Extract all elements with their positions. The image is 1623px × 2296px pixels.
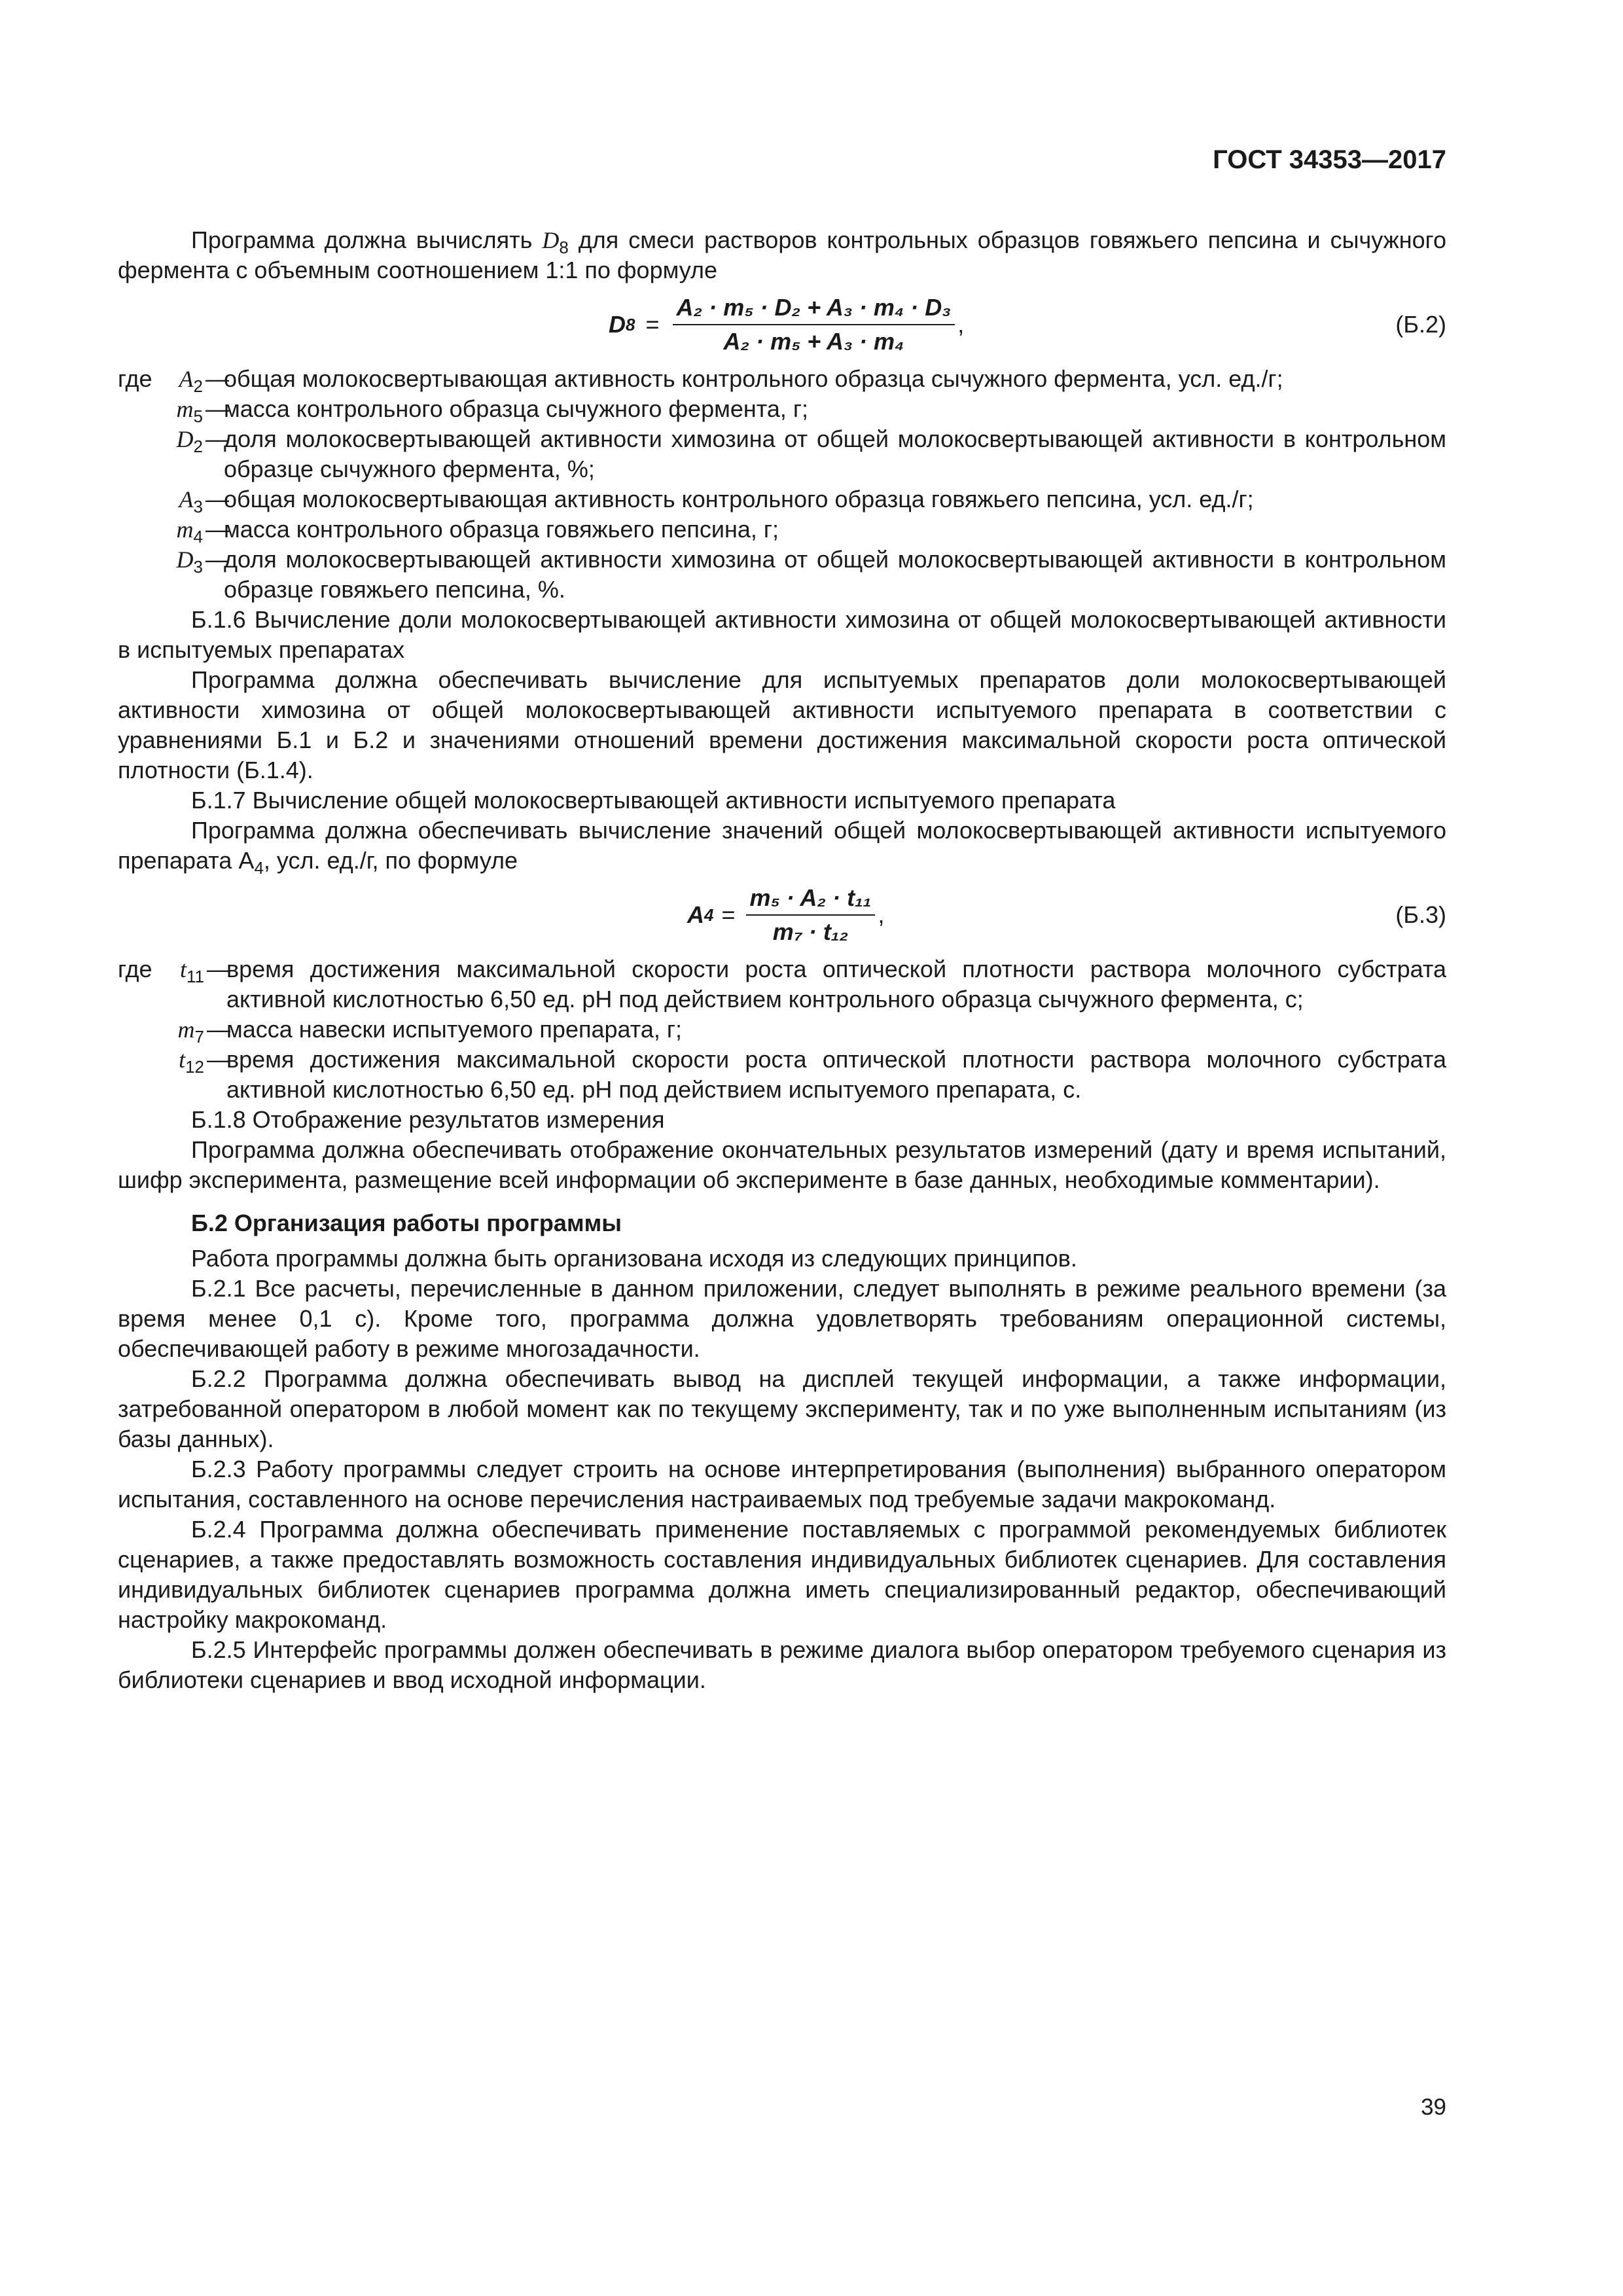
section-b2-intro: Работа программы должна быть организована исходя из следующих принципов. — [191, 1245, 1077, 1272]
where-definition: время достижения максимальной скорости роста оптической плотности раствора молочного субстрата активной кислотностью 6,50 ед. рН под действием контрольного образца сычужного фермента, с; — [226, 956, 1446, 1013]
where-list-b2 — [118, 364, 1446, 605]
intro-text-post: для смеси растворов контрольных образцов говяжьего пепсина и сычужного фермента с объемным соотношением 1:1 по формуле — [118, 226, 1446, 283]
formula-b3-lhs: A — [687, 901, 704, 928]
where-symbol: $D_2$ — [176, 426, 203, 457]
where-dash: — — [205, 486, 229, 512]
where-word: где — [118, 365, 152, 392]
where-definition: общая молокосвертывающая активность контрольного образца сычужного фермента, усл. ед./г; — [224, 365, 1283, 392]
clause-b23: Б.2.3 Работу программы следует строить на основе интерпретирования (выполнения) выбранного оператором испытания, составленного на основе перечисления настраиваемых под требуемые задачи макрокоманд. — [118, 1456, 1446, 1513]
clause-b17-title: Б.1.7 Вычисление общей молокосвертывающей активности испытуемого препарата — [191, 787, 1116, 814]
page-number: 39 — [1421, 2094, 1446, 2120]
where-dash: — — [207, 1046, 230, 1073]
where-symbol: $m_7$ — [177, 1016, 204, 1047]
formula-b2-fraction — [673, 294, 955, 355]
where-symbol: $D_3$ — [176, 547, 203, 577]
where-list-b3 — [118, 954, 1446, 1105]
formula-b3-numerator: m₅ · A₂ · t₁₁ — [746, 884, 876, 916]
page-body — [118, 225, 1446, 1695]
intro-text-pre: Программа должна вычислять — [191, 226, 543, 253]
formula-b2-denominator: A₂ · m₅ + A₃ · m₄ — [723, 328, 904, 355]
section-b2-title: Б.2 Организация работы программы — [191, 1210, 622, 1236]
where-definition: доля молокосвертывающей активности химозина от общей молокосвертывающей активности в контрольном образце сычужного фермента, %; — [224, 425, 1446, 482]
clause-b18-text: Программа должна обеспечивать отображение окончательных результатов измерений (дату и время испытаний, шифр эксперимента, размещение всей информации об эксперименте в базе данных, необходимые комментарии). — [118, 1136, 1446, 1193]
clause-b16-title: Б.1.6 Вычисление доли молокосвертывающей активности химозина от общей молокосвертывающей активности в испытуемых препаратах — [118, 606, 1446, 663]
clause-b17-text: Программа должна обеспечивать вычисление значений общей молокосвертывающей активности испытуемого препарата $А_4$, усл. ед./г, по формуле — [118, 817, 1446, 878]
where-symbol: $A_2$ — [179, 366, 203, 397]
document-code: ГОСТ 34353—2017 — [1213, 145, 1446, 174]
where-dash: — — [207, 956, 230, 982]
intro-paragraph — [118, 225, 1446, 285]
formula-b3-number: (Б.3) — [1395, 901, 1446, 928]
clause-b18-title: Б.1.8 Отображение результатов измерения — [191, 1106, 665, 1133]
where-dash: — — [205, 365, 229, 392]
formula-b3-denominator: m₇ · t₁₂ — [772, 918, 849, 945]
formula-b3-comma: , — [878, 901, 885, 928]
clause-b22: Б.2.2 Программа должна обеспечивать вывод на дисплей текущей информации, а также информации, затребованной оператором в любой момент как по текущему эксперименту, так и по уже выполненным испытаниям (из базы данных). — [118, 1365, 1446, 1452]
clause-b25: Б.2.5 Интерфейс программы должен обеспечивать в режиме диалога выбор оператором требуемого сценария из библиотеки сценариев и ввод исходной информации. — [118, 1636, 1446, 1693]
clause-b24: Б.2.4 Программа должна обеспечивать применение поставляемых с программой рекомендуемых библиотек сценариев, а также предоставлять возможность составления индивидуальных библиотек сценариев. Для составления индивидуальных библиотек сценариев программа должна иметь специализированный редактор, обеспечивающий настройку макрокоманд. — [118, 1516, 1446, 1633]
intro-symbol: D — [542, 227, 560, 253]
where-dash: — — [207, 1016, 230, 1043]
formula-b2-lhs: D — [609, 311, 626, 338]
where-dash: — — [205, 546, 229, 573]
where-dash: — — [205, 516, 229, 543]
intro-symbol-sub: 8 — [559, 238, 569, 258]
where-definition: время достижения максимальной скорости роста оптической плотности раствора молочного субстрата активной кислотностью 6,50 ед. рН под действием испытуемого препарата, с. — [226, 1046, 1446, 1103]
where-dash: — — [205, 425, 229, 452]
where-symbol: $m_5$ — [176, 396, 203, 427]
where-definition: масса навески испытуемого препарата, г; — [226, 1016, 682, 1043]
where-word: где — [118, 956, 152, 982]
where-definition: общая молокосвертывающая активность контрольного образца говяжьего пепсина, усл. ед./г; — [224, 486, 1254, 512]
formula-b2-comma: , — [957, 311, 965, 338]
where-symbol: $A_3$ — [179, 486, 203, 517]
where-definition: доля молокосвертывающей активности химозина от общей молокосвертывающей активности в контрольном образце говяжьего пепсина, %. — [224, 546, 1446, 603]
formula-b2: D 8 = $\frac{\text{A₂ · m₅ · D₂ + A₃ · m₄ · D₃}}{\text{A₂ · m₅ + A₃ · m₄}}$ , (Б.2) — [118, 285, 1446, 364]
clause-b21: Б.2.1 Все расчеты, перечисленные в данном приложении, следует выполнять в режиме реального времени (за время менее 0,1 с). Кроме того, программа должна удовлетворять требованиям операционной системы, обеспечивающей работу в режиме многозадачности. — [118, 1275, 1446, 1362]
formula-b3: A 4 = $\frac{\text{m₅ · A₂ · t₁₁}}{\text{m₇ · t₁₂}}$ , (Б.3) — [118, 876, 1446, 954]
formula-b2-numerator: A₂ · m₅ · D₂ + A₃ · m₄ · D₃ — [673, 294, 955, 325]
where-symbol: $t_{11}$ — [179, 956, 204, 987]
formula-b3-fraction — [746, 884, 876, 946]
where-dash: — — [205, 395, 229, 422]
where-symbol: $m_4$ — [176, 516, 203, 547]
clause-b16-text: Программа должна обеспечивать вычисление для испытуемых препаратов доли молокосвертывающей активности химозина от общей молокосвертывающей активности испытуемого препарата в соответствии с уравнениями Б.1 и Б.2 и значениями отношений времени достижения максимальной скорости роста оптической плотности (Б.1.4). — [118, 666, 1446, 783]
formula-b3-equals: = — [721, 901, 736, 928]
where-definition: масса контрольного образца говяжьего пепсина, г; — [224, 516, 779, 543]
where-definition: масса контрольного образца сычужного фермента, г; — [224, 395, 808, 422]
formula-b2-number: (Б.2) — [1395, 311, 1446, 338]
where-symbol: $t_{12}$ — [179, 1047, 204, 1077]
formula-b2-equals: = — [645, 311, 660, 338]
